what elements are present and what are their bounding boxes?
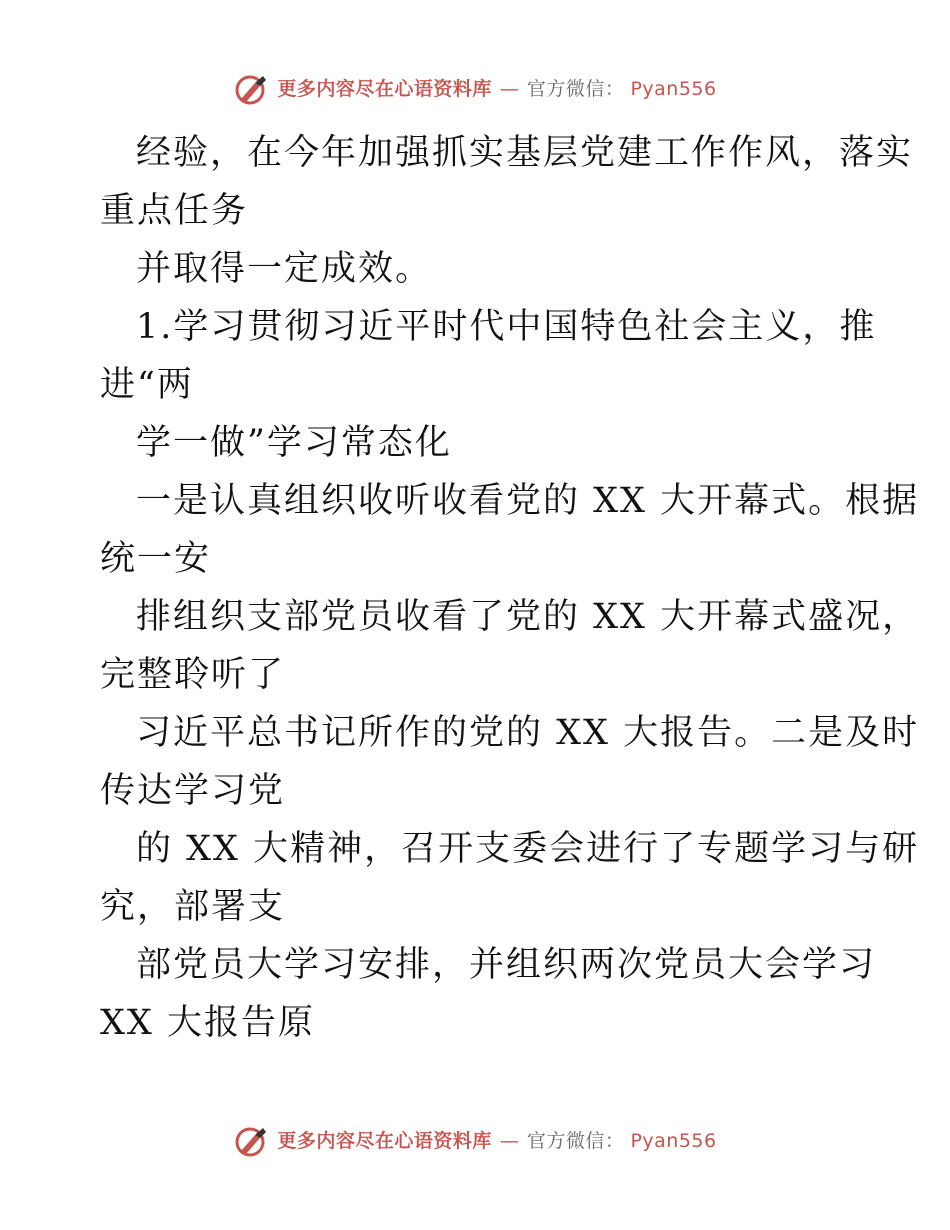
watermark-id-text: Pyan556 <box>630 77 717 100</box>
text-line: 经验，在今年加强抓实基层党建工作作风，落实 <box>136 133 914 173</box>
text-line: XX 大报告原 <box>100 1003 315 1043</box>
text-line: 学一做”学习常态化 <box>136 423 452 463</box>
text-line: 传达学习党 <box>100 771 286 811</box>
text-line: 重点任务 <box>100 191 249 231</box>
watermark-brand-text: 更多内容尽在心语资料库 <box>277 1129 492 1152</box>
header-watermark <box>0 72 950 106</box>
text-line: 1.学习贯彻习近平时代中国特色社会主义，推 <box>136 307 877 347</box>
watermark-official-text: 官方微信： <box>526 1129 625 1152</box>
pen-nib-logo-icon <box>233 72 271 106</box>
text-line: 统一安 <box>100 539 212 579</box>
text-line: 完整聆听了 <box>100 655 286 695</box>
watermark-official-text: 官方微信： <box>526 77 625 100</box>
watermark-dash: — <box>499 1129 519 1152</box>
text-line: 究，部署支 <box>100 887 286 927</box>
watermark-dash: — <box>499 77 519 100</box>
watermark-id-text: Pyan556 <box>630 1129 717 1152</box>
text-line: 进“两 <box>100 365 194 405</box>
text-line: 一是认真组织收听收看党的 XX 大开幕式。根据 <box>136 481 920 521</box>
text-line: 习近平总书记所作的党的 XX 大报告。二是及时 <box>136 713 920 753</box>
text-line: 的 XX 大精神，召开支委会进行了专题学习与研 <box>136 829 920 869</box>
pen-nib-logo-icon <box>233 1124 271 1158</box>
document-body <box>100 124 920 1052</box>
footer-watermark <box>0 1124 950 1158</box>
text-line: 部党员大学习安排，并组织两次党员大会学习 <box>136 945 877 985</box>
watermark-brand-text: 更多内容尽在心语资料库 <box>277 77 492 100</box>
text-line: 排组织支部党员收看了党的 XX 大开幕式盛况， <box>136 597 920 637</box>
text-line: 并取得一定成效。 <box>136 249 433 289</box>
